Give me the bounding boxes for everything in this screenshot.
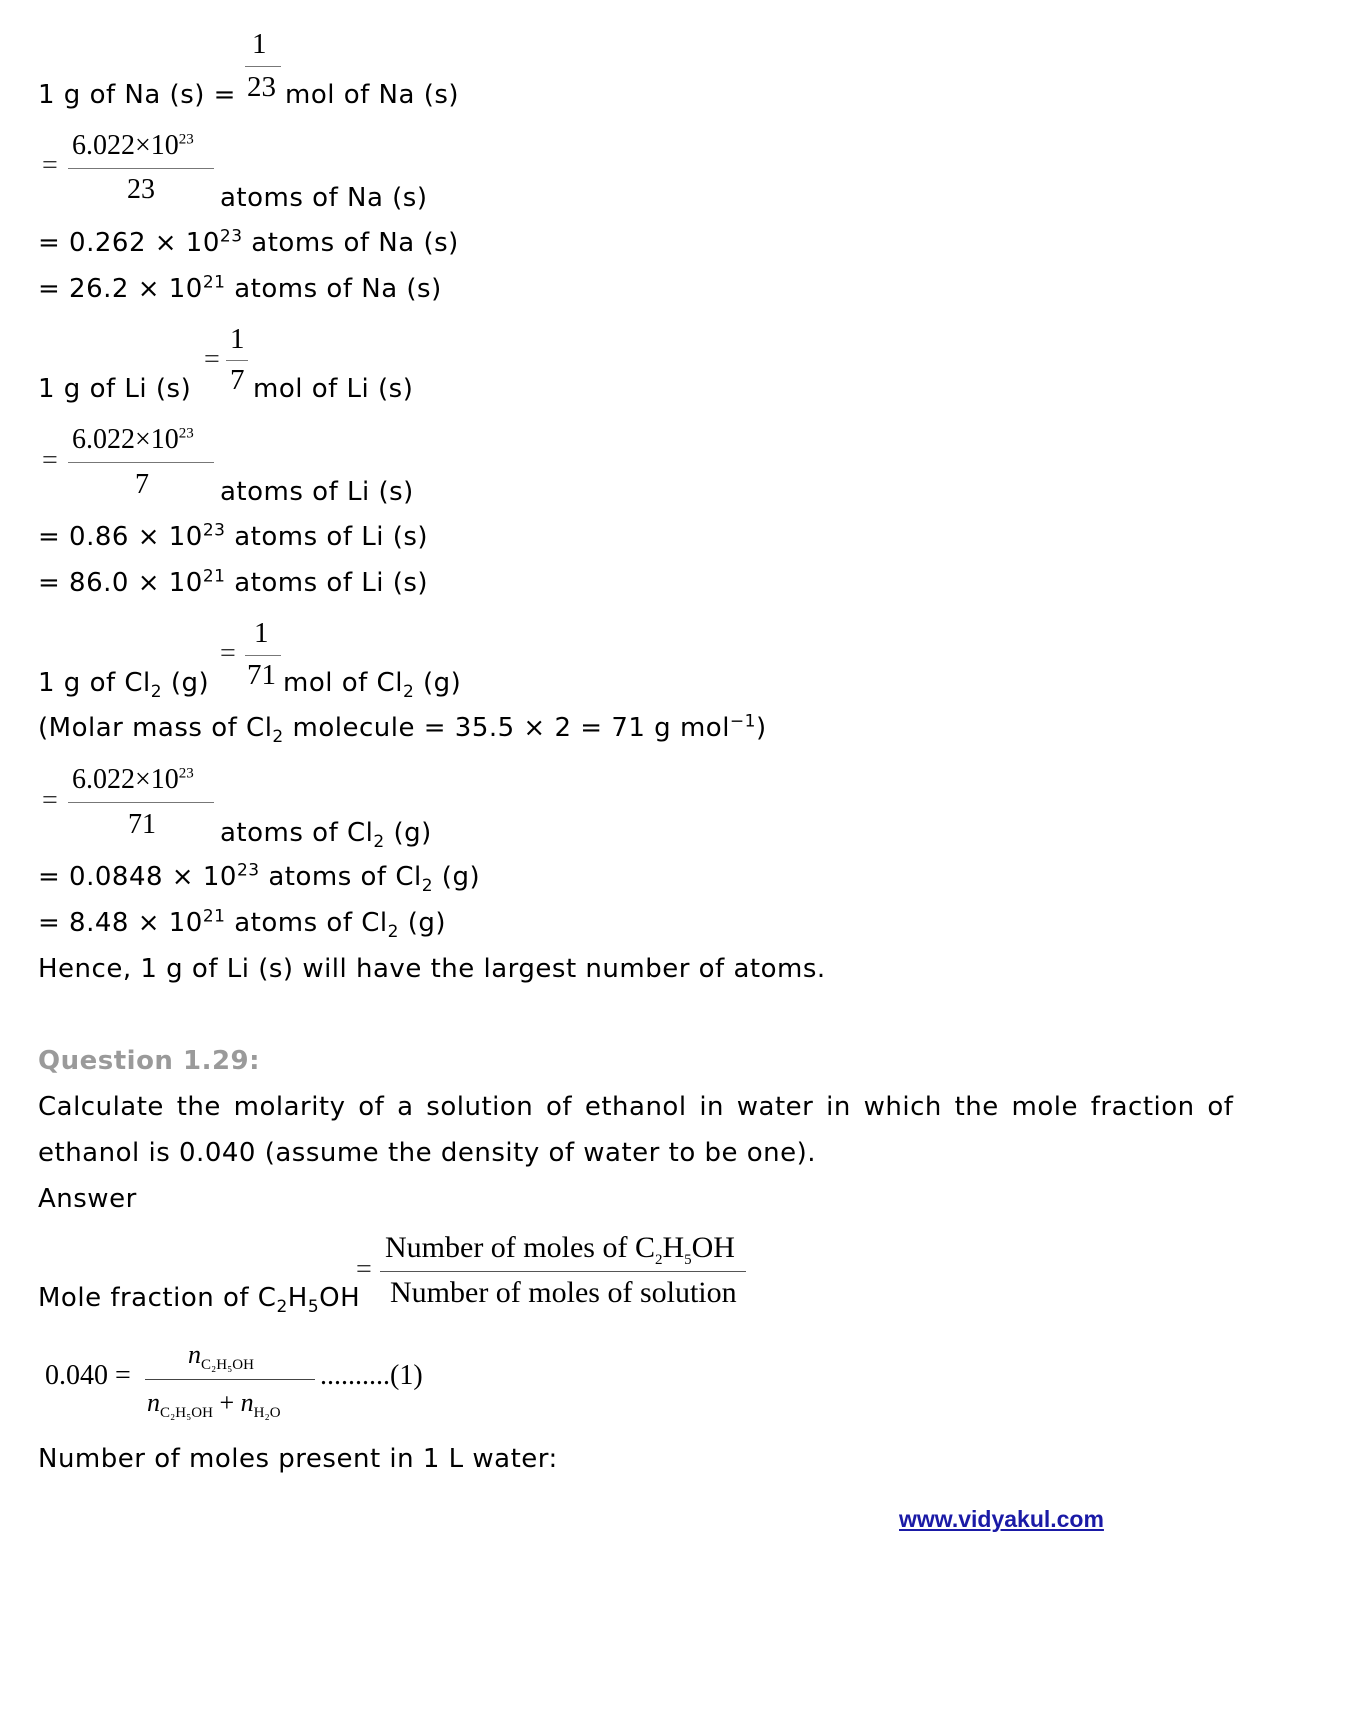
na-line2-right: atoms of Na (s) — [220, 183, 428, 213]
cl-line1-left: 1 g of $Cl_2$ (g) — [38, 668, 210, 703]
li-frac1-denominator: 7 — [230, 364, 245, 396]
cl-line2-right: atoms of $Cl_2$ (g) — [220, 818, 432, 853]
conclusion-text: Hence, 1 g of Li (s) will have the largest number of atoms. — [38, 954, 826, 984]
na-frac2-numerator: $6.022\times 10^{23}$ — [72, 130, 194, 161]
li-frac2-numerator: $6.022\times 10^{23}$ — [72, 424, 194, 455]
question-title: Question 1.29: — [38, 1046, 261, 1076]
li-frac1-numerator: 1 — [230, 323, 245, 355]
cl-frac2-bar — [68, 802, 214, 803]
cl-line1-right: mol of $Cl_2$ (g) — [283, 668, 462, 703]
na-frac1-denominator: 23 — [247, 71, 276, 103]
li-line4: = $86.0 \times 10^{21}$ atoms of Li (s) — [38, 566, 429, 598]
cl-frac2-denominator: 71 — [128, 809, 156, 840]
mole-fraction-bar — [380, 1271, 746, 1272]
cl-frac1-denominator: 71 — [247, 659, 276, 691]
cl-frac1-numerator: 1 — [254, 617, 269, 649]
cl-frac2-equals: = — [42, 785, 58, 816]
cl-frac1-equals: = — [220, 638, 236, 669]
li-line1-right: mol of Li (s) — [253, 374, 414, 404]
li-line2-right: atoms of Li (s) — [220, 477, 414, 507]
equation1-denominator: $n_{C_2H_5OH} + n_{H_2O}$ — [147, 1388, 281, 1422]
na-frac1-bar — [245, 66, 281, 67]
na-line1-left: 1 g of Na (s) = — [38, 80, 236, 110]
question-text-line1: Calculate the molarity of a solution of ethanol in water in which the mole fraction of — [38, 1092, 1234, 1122]
mole-fraction-denominator: Number of moles of solution — [390, 1276, 737, 1309]
li-frac2-bar — [68, 462, 214, 463]
cl-line4: = $8.48 \times 10^{21}$ atoms of $Cl_2$ (g) — [38, 906, 447, 943]
equation1-bar — [145, 1379, 315, 1380]
last-line-text: Number of moles present in 1 L water: — [38, 1444, 558, 1474]
li-frac1-equals: = — [204, 344, 220, 375]
cl-frac1-bar — [245, 655, 281, 656]
na-frac2-equals: = — [42, 150, 58, 181]
na-frac1-numerator: 1 — [252, 28, 267, 60]
cl-molar-mass-note: (Molar mass of $Cl_2$ molecule = 35.5 × 2 = 71 g mol$^{-1}$) — [38, 711, 767, 748]
na-frac2-bar — [68, 168, 214, 169]
li-line1-left: 1 g of Li (s) — [38, 374, 192, 404]
equation1-left: 0.040 = — [45, 1360, 131, 1391]
li-frac2-equals: = — [42, 445, 58, 476]
na-line1-right: mol of Na (s) — [285, 80, 460, 110]
li-line3: = $0.86 \times 10^{23}$ atoms of Li (s) — [38, 520, 429, 552]
equation1-numerator: $n_{C_2H_5OH}$ — [188, 1340, 254, 1374]
na-line3: = $0.262 \times 10^{23}$ atoms of Na (s) — [38, 226, 459, 258]
equation1-tail: ..........(1) — [320, 1360, 423, 1391]
question-text-line2: ethanol is 0.040 (assume the density of water to be one). — [38, 1138, 817, 1168]
answer-label: Answer — [38, 1184, 137, 1214]
footer-website-link[interactable]: www.vidyakul.com — [899, 1506, 1104, 1532]
mole-fraction-equals: = — [356, 1254, 372, 1285]
na-frac2-denominator: 23 — [127, 174, 155, 205]
cl-frac2-numerator: $6.022\times 10^{23}$ — [72, 764, 194, 795]
cl-line3: = $0.0848 \times 10^{23}$ atoms of $Cl_2$ (g) — [38, 860, 481, 897]
li-frac2-denominator: 7 — [135, 469, 149, 500]
li-frac1-bar — [226, 360, 248, 361]
mole-fraction-numerator: Number of moles of $C_2H_5OH$ — [385, 1231, 735, 1268]
mole-fraction-label: Mole fraction of $C_2H_5OH$ — [38, 1283, 361, 1318]
na-line4: = $26.2 \times 10^{21}$ atoms of Na (s) — [38, 272, 442, 304]
